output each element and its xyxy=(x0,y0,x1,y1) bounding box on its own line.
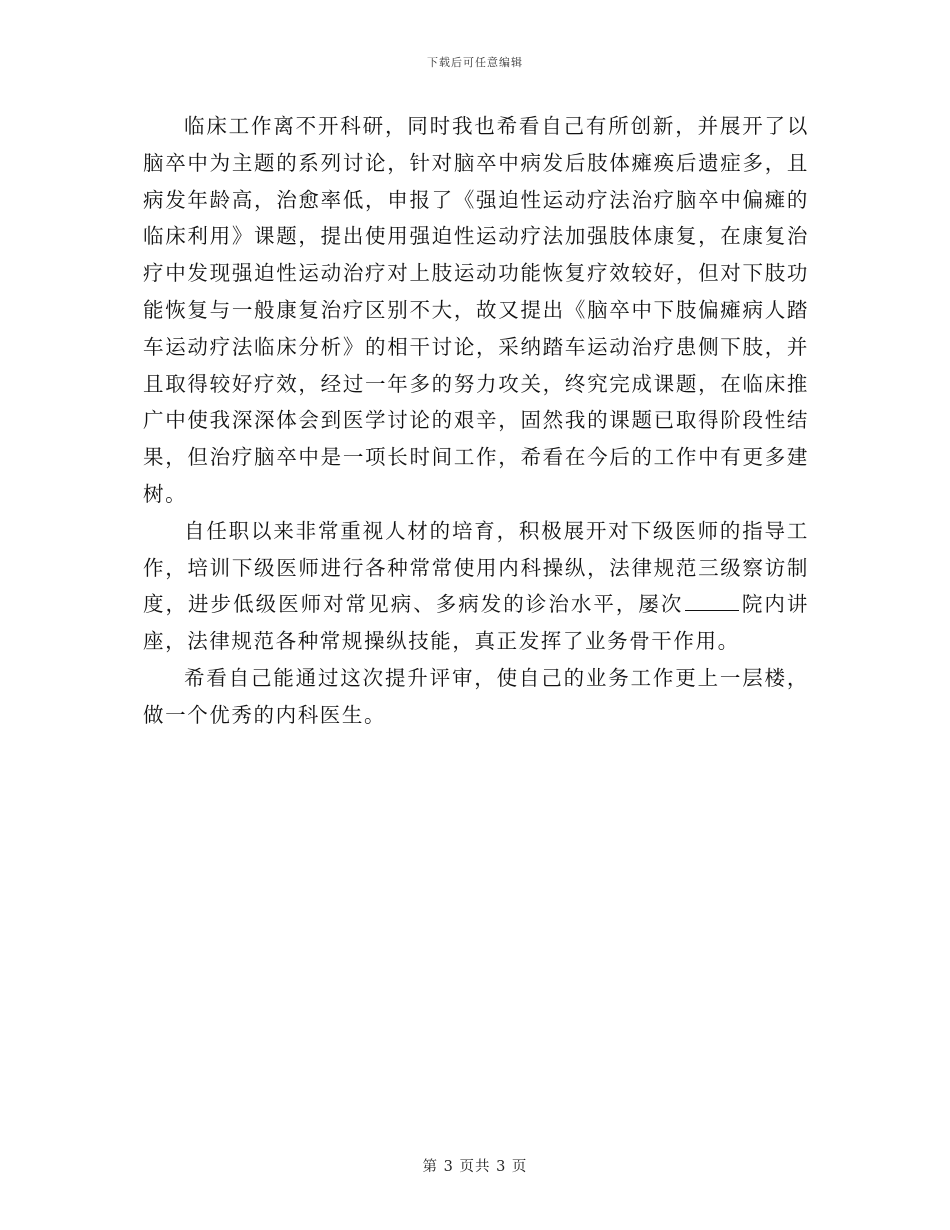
paragraph-conclusion: 希看自己能通过这次提升评审，使自己的业务工作更上一层楼，做一个优秀的内科医生。 xyxy=(143,665,809,727)
document-body xyxy=(143,108,809,734)
page-header: 下载后可任意编辑 xyxy=(427,56,523,69)
paragraph-training-part-2: 院内讲座，法律规范各种常规操纵技能，真正发挥了业务骨干作用。 xyxy=(143,592,809,654)
paragraph-training xyxy=(143,513,809,660)
fill-in-blank xyxy=(685,592,739,611)
paragraph-training-part-1: 自任职以来非常重视人材的培育，积极展开对下级医师的指导工作，培训下级医师进行各种常常使用内科操纵，法律规范三级察访制度，进步低级医师对常见病、多病发的诊治水平，屡次 xyxy=(143,518,809,617)
page-number-footer: 第 3 页共 3 页 xyxy=(422,1159,528,1175)
paragraph-research: 临床工作离不开科研，同时我也希看自己有所创新，并展开了以脑卒中为主题的系列讨论，针对脑卒中病发后肢体瘫痪后遗症多，且病发年龄高，治愈率低，申报了《强迫性运动疗法治疗脑卒中偏瘫的临床利用》课题，提出使用强迫性运动疗法加强肢体康复，在康复治疗中发现强迫性运动治疗对上肢运动功能恢复疗效较好，但对下肢功能恢复与一般康复治疗区别不大，故又提出《脑卒中下肢偏瘫病人踏车运动疗法临床分析》的相干讨论，采纳踏车运动治疗患侧下肢，并且取得较好疗效，经过一年多的努力攻关，终究完成课题，在临床推广中使我深深体会到医学讨论的艰辛，固然我的课题已取得阶段性结果，但治疗脑卒中是一项长时间工作，希看在今后的工作中有更多建树。 xyxy=(143,114,809,506)
